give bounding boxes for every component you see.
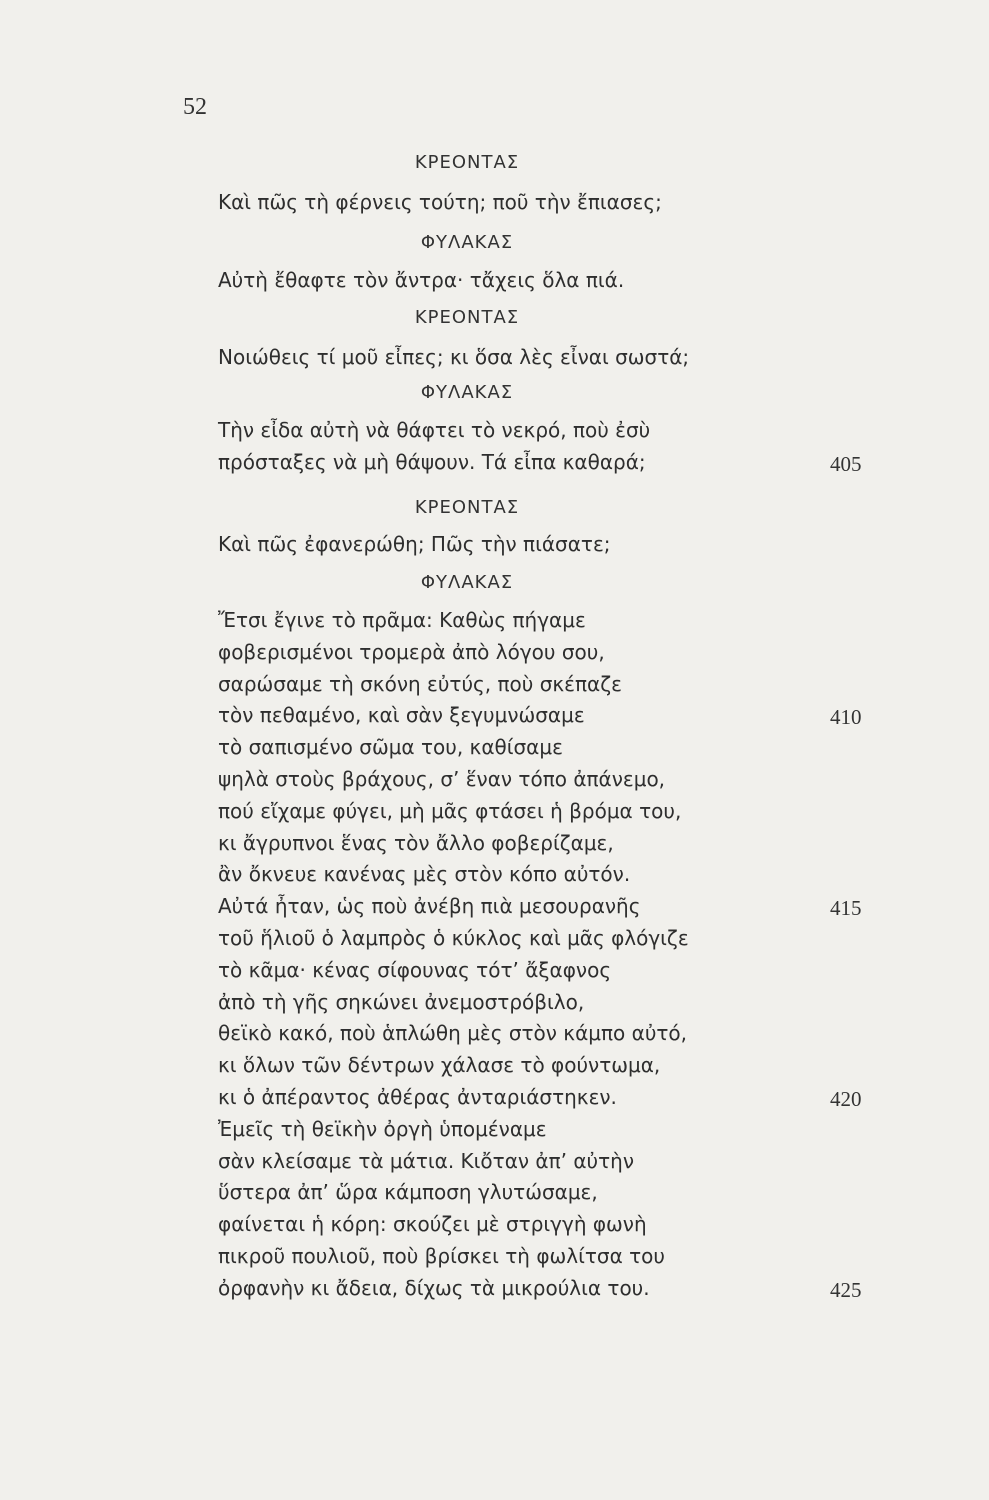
verse-line: κι ἄγρυπνοι ἕνας τὸν ἄλλο φοβερίζαμε,: [218, 830, 614, 855]
verse-line: ἂν ὄκνευε κανένας μὲς στὸν κόπο αὐτόν.: [218, 862, 631, 887]
verse-line: σὰν κλείσαμε τὰ μάτια. Κιὄταν ἀπ’ αὐτὴν: [218, 1148, 634, 1173]
verse-line: φαίνεται ἡ κόρη: σκούζει μὲ στριγγὴ φωνὴ: [218, 1212, 647, 1237]
verse-line: φοβερισμένοι τρομερὰ ἀπὸ λόγου σου,: [218, 639, 605, 664]
verse-line: Νοιώθεις τί μοῦ εἶπες; κι ὅσα λὲς εἶναι σωστά;: [218, 345, 690, 369]
verse-line: πού εἴχαμε φύγει, μὴ μᾶς φτάσει ἡ βρόμα του,: [218, 798, 682, 823]
speaker-name: ΚΡΕΟΝΤΑΣ: [414, 307, 520, 328]
speaker-name: ΚΡΕΟΝΤΑΣ: [414, 152, 520, 173]
line-number: 410: [830, 705, 862, 730]
verse-line: Τὴν εἶδα αὐτὴ νὰ θάφτει τὸ νεκρό, ποὺ ἐσὺ: [218, 418, 651, 442]
verse-line: Καὶ πῶς ἐφανερώθη; Πῶς τὴν πιάσατε;: [218, 532, 611, 556]
verse-line: κι ὅλων τῶν δέντρων χάλασε τὸ φούντωμα,: [218, 1053, 661, 1078]
verse-line: σαρώσαμε τὴ σκόνη εὐτύς, ποὺ σκέπαζε: [218, 671, 622, 696]
verse-line: κι ὁ ἀπέραντος ἀθέρας ἀνταριάστηκεν.: [218, 1085, 617, 1109]
verse-line: ψηλὰ στοὺς βράχους, σ’ ἕναν τόπο ἀπάνεμο,: [218, 767, 666, 791]
verse-line: τοῦ ἥλιοῦ ὁ λαμπρὸς ὁ κύκλος καὶ μᾶς φλόγιζε: [218, 926, 689, 950]
verse-line: Αὐτά ἦταν, ὡς ποὺ ἀνέβη πιὰ μεσουρανῆς: [218, 894, 641, 919]
verse-line: Ἔτσι ἔγινε τὸ πρᾶμα: Καθὼς πήγαμε: [218, 608, 586, 632]
speaker-name: ΦΥΛΑΚΑΣ: [420, 232, 514, 253]
speaker-name: ΦΥΛΑΚΑΣ: [420, 572, 514, 593]
speaker-name: ΚΡΕΟΝΤΑΣ: [414, 497, 520, 518]
verse-line: ὀρφανὴν κι ἄδεια, δίχως τὰ μικρούλια του.: [218, 1275, 650, 1300]
verse-line: τὸ σαπισμένο σῶμα του, καθίσαμε: [218, 735, 563, 760]
verse-line: πικροῦ πουλιοῦ, ποὺ βρίσκει τὴ φωλίτσα του: [218, 1244, 665, 1268]
verse-line: Ἐμεῖς τὴ θεϊκὴν ὀργὴ ὑπομέναμε: [218, 1116, 547, 1141]
speaker-name: ΦΥΛΑΚΑΣ: [420, 382, 514, 403]
page-number: 52: [183, 94, 207, 120]
line-number: 415: [830, 896, 862, 921]
verse-line: τὸ κᾶμα· κένας σίφουνας τότ’ ἄξαφνος: [218, 957, 612, 982]
verse-line: πρόσταξες νὰ μὴ θάψουν. Τά εἶπα καθαρά;: [218, 449, 646, 474]
verse-line: θεϊκὸ κακό, ποὺ ἁπλώθη μὲς στὸν κάμπο αὐτό,: [218, 1021, 688, 1046]
line-number: 425: [830, 1277, 862, 1302]
verse-line: Αὐτὴ ἔθαφτε τὸν ἄντρα· τἄχεις ὅλα πιά.: [218, 268, 625, 292]
verse-line: τὸν πεθαμένο, καὶ σὰν ξεγυμνώσαμε: [218, 703, 585, 728]
line-number: 405: [830, 451, 862, 476]
verse-line: ὕστερα ἀπ’ ὥρα κάμποση γλυτώσαμε,: [218, 1180, 598, 1205]
verse-line: ἀπὸ τὴ γῆς σηκώνει ἀνεμοστρόβιλο,: [218, 989, 585, 1014]
line-number: 420: [830, 1087, 862, 1111]
verse-line: Καὶ πῶς τὴ φέρνεις τούτη; ποῦ τὴν ἔπιασες;: [218, 190, 662, 214]
